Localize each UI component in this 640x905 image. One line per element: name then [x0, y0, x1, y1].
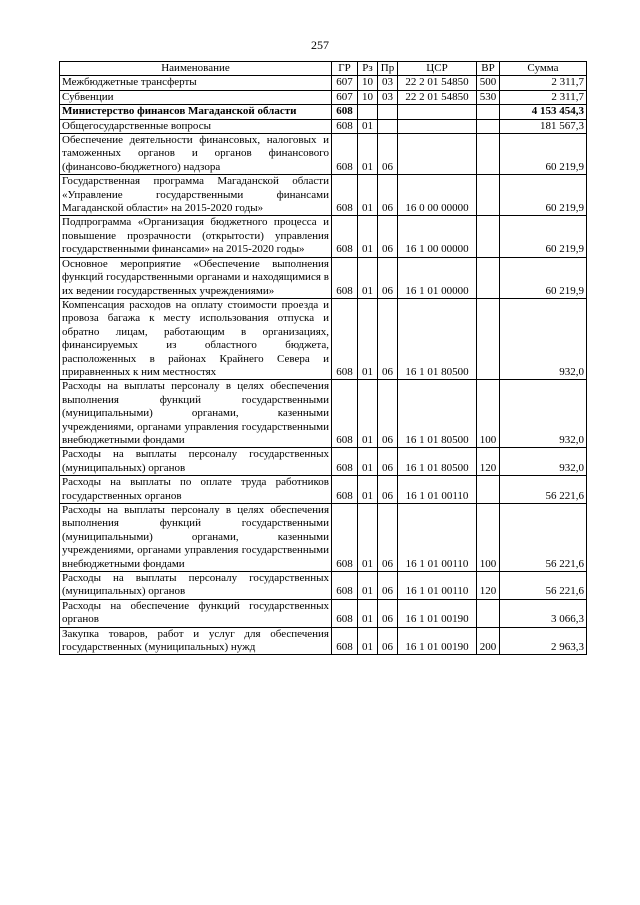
cell-sum: 56 221,6: [500, 572, 587, 600]
cell-csr: [398, 105, 477, 119]
header-csr: ЦСР: [398, 62, 477, 76]
cell-rz: 10: [358, 90, 378, 104]
cell-pr: 06: [378, 627, 398, 655]
cell-rz: 01: [358, 134, 378, 175]
table-row: [60, 476, 587, 504]
cell-gr: 608: [332, 380, 358, 448]
header-sum: Сумма: [500, 62, 587, 76]
cell-csr: [398, 119, 477, 133]
cell-vr: 530: [477, 90, 500, 104]
cell-name: Общегосударственные вопросы: [60, 119, 332, 133]
cell-vr: [477, 257, 500, 298]
cell-sum: 56 221,6: [500, 476, 587, 504]
cell-rz: [358, 105, 378, 119]
cell-rz: 01: [358, 175, 378, 216]
cell-sum: 4 153 454,3: [500, 105, 587, 119]
table-row: [60, 216, 587, 257]
cell-name: Субвенции: [60, 90, 332, 104]
cell-pr: [378, 119, 398, 133]
cell-pr: 06: [378, 448, 398, 476]
cell-vr: [477, 119, 500, 133]
cell-sum: 3 066,3: [500, 599, 587, 627]
cell-name: Расходы на выплаты персоналу в целях обеспечения выполнения функций государственными (муниципальными) органами, казенными учреждениями, органами управления государственными внебюджетными фондами: [60, 504, 332, 572]
cell-vr: 120: [477, 572, 500, 600]
table-row: [60, 572, 587, 600]
cell-vr: [477, 134, 500, 175]
table-row: [60, 627, 587, 655]
cell-vr: [477, 298, 500, 379]
cell-csr: 16 1 00 00000: [398, 216, 477, 257]
page-number: 257: [311, 38, 329, 52]
table-row: [60, 90, 587, 104]
cell-pr: 06: [378, 134, 398, 175]
cell-vr: 100: [477, 504, 500, 572]
cell-vr: [477, 216, 500, 257]
cell-gr: 608: [332, 134, 358, 175]
table-row: [60, 380, 587, 448]
cell-sum: 181 567,3: [500, 119, 587, 133]
cell-rz: 01: [358, 504, 378, 572]
cell-gr: 608: [332, 572, 358, 600]
header-rz: Рз: [358, 62, 378, 76]
cell-rz: 01: [358, 627, 378, 655]
cell-csr: 16 1 01 00110: [398, 504, 477, 572]
table-row: [60, 105, 587, 119]
header-gr: ГР: [332, 62, 358, 76]
cell-name: Расходы на выплаты персоналу государственных (муниципальных) органов: [60, 448, 332, 476]
cell-csr: [398, 134, 477, 175]
header-name: Наименование: [60, 62, 332, 76]
cell-csr: 16 1 01 80500: [398, 298, 477, 379]
table-header-row: [60, 62, 587, 76]
cell-name: Компенсация расходов на оплату стоимости проезда и провоза багажа к месту использования отпуска и обратно лицам, работающим в организациях, финансируемых из областного бюджета, расположенных в районах Крайнего Севера и приравненных к ним местностях: [60, 298, 332, 379]
cell-gr: 608: [332, 216, 358, 257]
cell-gr: 608: [332, 257, 358, 298]
cell-gr: 608: [332, 175, 358, 216]
cell-rz: 01: [358, 298, 378, 379]
cell-sum: 2 963,3: [500, 627, 587, 655]
cell-name: Основное мероприятие «Обеспечение выполнения функций государственными органами и находящимися в их ведении государственных учреждениями»: [60, 257, 332, 298]
cell-gr: 608: [332, 504, 358, 572]
cell-gr: 608: [332, 599, 358, 627]
cell-name: Расходы на обеспечение функций государственных органов: [60, 599, 332, 627]
header-vr: ВР: [477, 62, 500, 76]
cell-vr: [477, 476, 500, 504]
cell-csr: 16 1 01 00190: [398, 599, 477, 627]
cell-sum: 60 219,9: [500, 216, 587, 257]
cell-gr: 608: [332, 627, 358, 655]
cell-gr: 608: [332, 105, 358, 119]
table-row: [60, 599, 587, 627]
cell-pr: 06: [378, 175, 398, 216]
cell-pr: 06: [378, 476, 398, 504]
cell-sum: 2 311,7: [500, 90, 587, 104]
cell-gr: 607: [332, 76, 358, 90]
cell-vr: 200: [477, 627, 500, 655]
cell-gr: 608: [332, 119, 358, 133]
cell-vr: 100: [477, 380, 500, 448]
cell-rz: 10: [358, 76, 378, 90]
table-row: [60, 257, 587, 298]
cell-name: Межбюджетные трансферты: [60, 76, 332, 90]
cell-sum: 2 311,7: [500, 76, 587, 90]
cell-rz: 01: [358, 599, 378, 627]
cell-csr: 22 2 01 54850: [398, 90, 477, 104]
table-body: [60, 76, 587, 655]
cell-csr: 16 1 01 80500: [398, 380, 477, 448]
cell-vr: 120: [477, 448, 500, 476]
cell-pr: [378, 105, 398, 119]
cell-rz: 01: [358, 380, 378, 448]
cell-rz: 01: [358, 476, 378, 504]
table-row: [60, 134, 587, 175]
cell-name: Государственная программа Магаданской области «Управление государственными финансами Магаданской области» на 2015-2020 годы»: [60, 175, 332, 216]
cell-pr: 06: [378, 572, 398, 600]
header-pr: Пр: [378, 62, 398, 76]
cell-rz: 01: [358, 448, 378, 476]
cell-name: Закупка товаров, работ и услуг для обеспечения государственных (муниципальных) нужд: [60, 627, 332, 655]
cell-vr: 500: [477, 76, 500, 90]
cell-csr: 16 1 01 80500: [398, 448, 477, 476]
cell-sum: 932,0: [500, 298, 587, 379]
cell-sum: 932,0: [500, 380, 587, 448]
cell-name: Подпрограмма «Организация бюджетного процесса и повышение прозрачности (открытости) управления государственными финансами» на 2015-2020 годы»: [60, 216, 332, 257]
budget-table: [59, 61, 587, 655]
cell-name: Расходы на выплаты персоналу государственных (муниципальных) органов: [60, 572, 332, 600]
cell-vr: [477, 105, 500, 119]
cell-sum: 56 221,6: [500, 504, 587, 572]
cell-sum: 60 219,9: [500, 175, 587, 216]
cell-sum: 932,0: [500, 448, 587, 476]
cell-gr: 607: [332, 90, 358, 104]
cell-pr: 06: [378, 504, 398, 572]
table-row: [60, 76, 587, 90]
table-row: [60, 298, 587, 379]
cell-name: Министерство финансов Магаданской области: [60, 105, 332, 119]
cell-sum: 60 219,9: [500, 134, 587, 175]
cell-gr: 608: [332, 476, 358, 504]
cell-name: Обеспечение деятельности финансовых, налоговых и таможенных органов и органов финансового (финансово-бюджетного) надзора: [60, 134, 332, 175]
cell-gr: 608: [332, 298, 358, 379]
cell-pr: 06: [378, 216, 398, 257]
table-row: [60, 504, 587, 572]
cell-csr: 16 1 01 00190: [398, 627, 477, 655]
cell-csr: 22 2 01 54850: [398, 76, 477, 90]
cell-pr: 06: [378, 257, 398, 298]
cell-name: Расходы на выплаты по оплате труда работников государственных органов: [60, 476, 332, 504]
cell-vr: [477, 599, 500, 627]
cell-csr: 16 0 00 00000: [398, 175, 477, 216]
cell-rz: 01: [358, 119, 378, 133]
cell-pr: 03: [378, 90, 398, 104]
cell-rz: 01: [358, 572, 378, 600]
cell-csr: 16 1 01 00110: [398, 572, 477, 600]
table-row: [60, 448, 587, 476]
cell-rz: 01: [358, 257, 378, 298]
cell-csr: 16 1 01 00000: [398, 257, 477, 298]
cell-pr: 06: [378, 298, 398, 379]
table-row: [60, 175, 587, 216]
cell-csr: 16 1 01 00110: [398, 476, 477, 504]
cell-rz: 01: [358, 216, 378, 257]
cell-pr: 06: [378, 380, 398, 448]
cell-sum: 60 219,9: [500, 257, 587, 298]
cell-vr: [477, 175, 500, 216]
cell-name: Расходы на выплаты персоналу в целях обеспечения выполнения функций государственными (муниципальными) органами, казенными учреждениями, органами управления государственными внебюджетными фондами: [60, 380, 332, 448]
cell-pr: 06: [378, 599, 398, 627]
cell-pr: 03: [378, 76, 398, 90]
table-row: [60, 119, 587, 133]
cell-gr: 608: [332, 448, 358, 476]
